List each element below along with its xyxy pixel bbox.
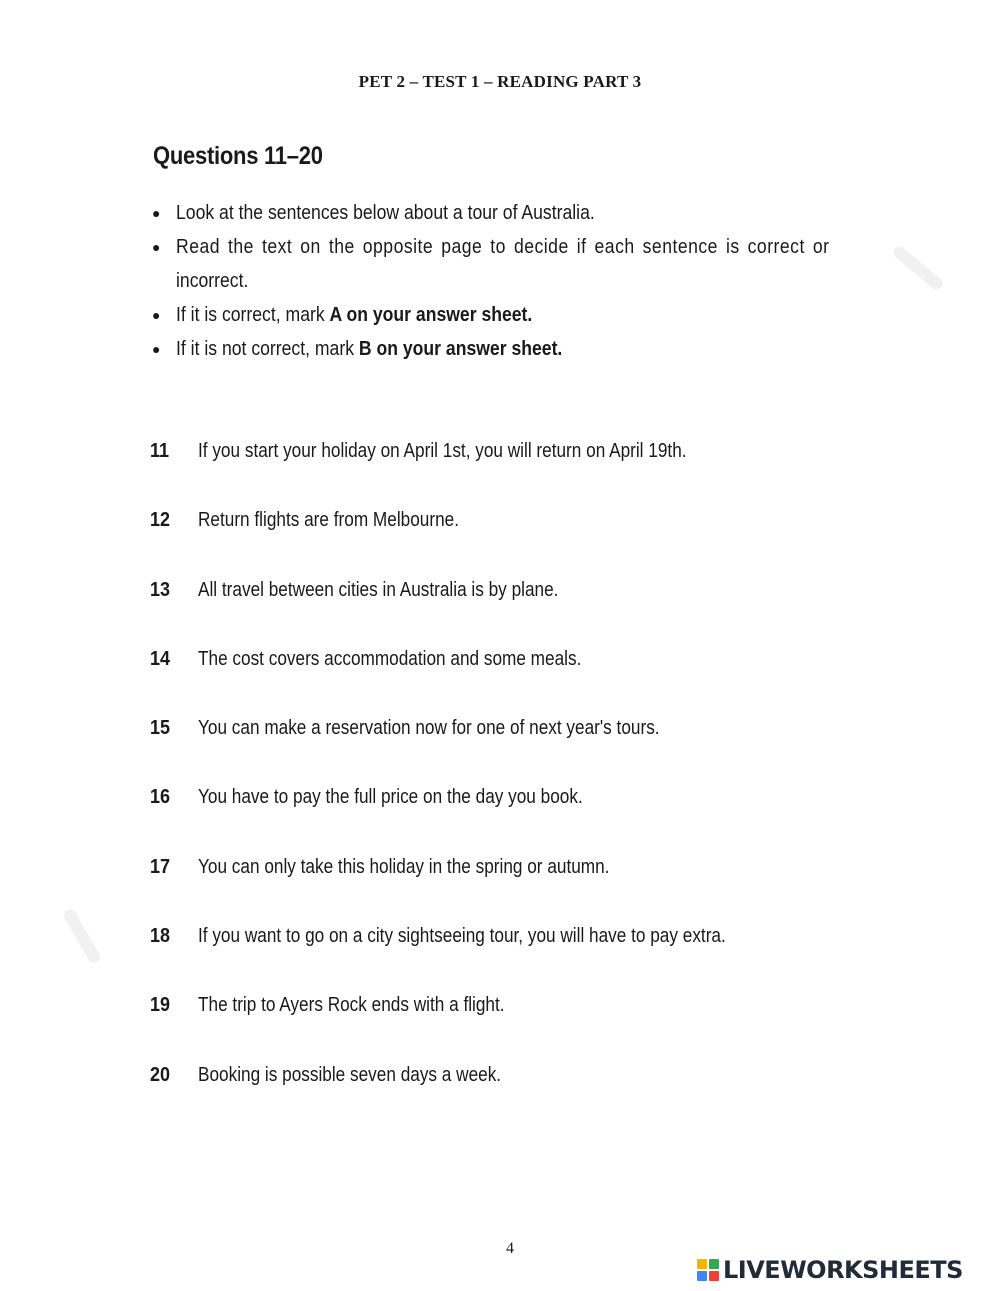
question-text: The trip to Ayers Rock ends with a flight. (198, 994, 505, 1017)
logo-square-icon (697, 1259, 707, 1269)
question-number: 16 (150, 786, 171, 809)
question-number: 15 (150, 717, 171, 740)
question-text: Return flights are from Melbourne. (198, 509, 459, 532)
bullet-icon: ● (152, 341, 161, 357)
question-text: The cost covers accommodation and some meals. (198, 647, 582, 670)
question-text: You can only take this holiday in the spring or autumn. (198, 855, 610, 878)
question-number: 14 (150, 647, 171, 670)
question-item (150, 994, 890, 1063)
instruction-item (150, 298, 850, 332)
section-title: Questions 11–20 (153, 142, 323, 170)
instruction-text (176, 332, 562, 366)
logo-square-icon (709, 1259, 719, 1269)
brand-name: LIVEWORKSHEETS (723, 1256, 963, 1284)
instruction-item (150, 230, 850, 298)
page-header: PET 2 – TEST 1 – READING PART 3 (358, 72, 642, 91)
instruction-text-plain: If it is correct, mark (176, 304, 330, 326)
bullet-icon: ● (152, 239, 161, 255)
page-number: 4 (506, 1240, 514, 1257)
liveworksheets-brand[interactable] (697, 1255, 963, 1285)
question-number: 11 (150, 440, 170, 462)
logo-square-icon (709, 1271, 719, 1281)
question-item (150, 717, 890, 786)
question-text: You have to pay the full price on the day you book. (198, 786, 583, 809)
question-text: Booking is possible seven days a week. (198, 1063, 502, 1086)
question-text: You can make a reservation now for one of next year's tours. (198, 717, 660, 740)
logo-square-icon (697, 1271, 707, 1281)
instruction-item (150, 332, 850, 366)
question-item (150, 440, 890, 509)
liveworksheets-logo-icon (697, 1259, 719, 1281)
question-item (150, 1064, 890, 1133)
question-number: 20 (150, 1063, 171, 1086)
instruction-text-line: Read the text on the opposite page to decide if each sentence is correct or (176, 236, 830, 258)
instruction-text-bold: B on your answer sheet. (358, 338, 563, 360)
bullet-icon: ● (152, 307, 161, 323)
question-item (150, 509, 890, 578)
instruction-text-bold: A on your answer sheet. (329, 304, 533, 326)
instruction-text-plain: If it is not correct, mark (176, 338, 359, 360)
watermark-mark-bottom (62, 907, 102, 965)
question-text: If you want to go on a city sightseeing tour, you will have to pay extra. (198, 925, 726, 948)
question-item (150, 856, 890, 925)
watermark-mark-top (891, 244, 945, 292)
question-item (150, 925, 890, 994)
instruction-text (176, 298, 532, 332)
question-text: All travel between cities in Australia is by plane. (198, 578, 559, 601)
question-item (150, 648, 890, 717)
question-text: If you start your holiday on April 1st, you will return on April 19th. (198, 440, 687, 462)
instruction-text-line: incorrect. (176, 270, 249, 292)
question-number: 18 (150, 925, 171, 948)
question-number: 12 (150, 509, 171, 532)
question-number: 17 (150, 855, 171, 878)
bullet-icon: ● (152, 205, 161, 221)
question-item (150, 579, 890, 648)
questions-list (150, 440, 890, 1133)
instruction-item (150, 196, 850, 230)
instructions-list (150, 196, 850, 366)
question-number: 19 (150, 994, 171, 1017)
question-number: 13 (150, 578, 171, 601)
instruction-text: Look at the sentences below about a tour of Australia. (176, 202, 595, 224)
instruction-text (176, 230, 829, 298)
question-item (150, 786, 890, 855)
